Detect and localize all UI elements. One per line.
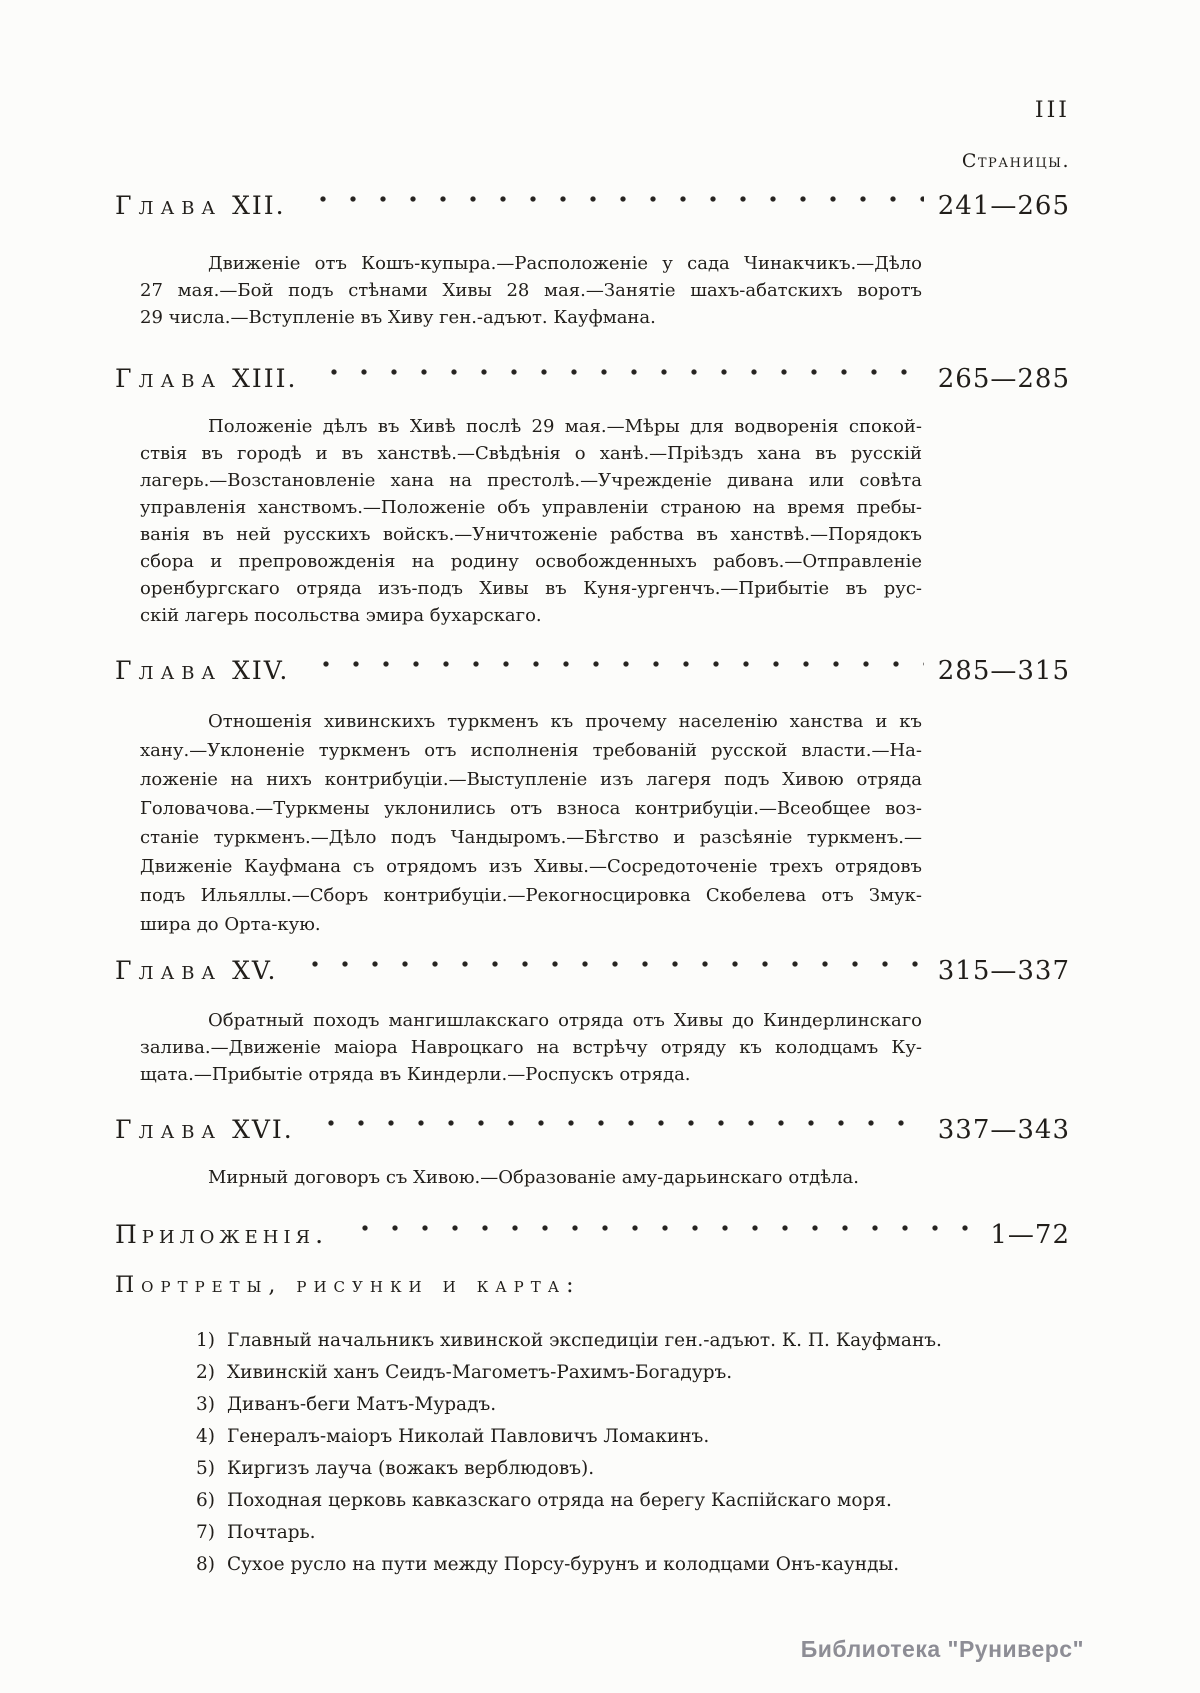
dot-leader (302, 184, 924, 214)
list-item-number: 7) (196, 1522, 215, 1543)
page-range: 315—337 (937, 956, 1070, 986)
page-range: 241—265 (937, 191, 1070, 221)
list-item-text: Генералъ-маіоръ Николай Павловичъ Ломакинъ. (227, 1426, 710, 1447)
list-item-text: Главный начальникъ хивинской экспедиціи ген.-адъют. К. П. Кауфманъ. (227, 1330, 942, 1351)
list-item-text: Диванъ-беги Матъ-Мурадъ. (227, 1394, 497, 1415)
list-item-number: 5) (196, 1458, 215, 1479)
page-range: 265—285 (937, 364, 1070, 394)
appendices-label: Приложенія. (115, 1220, 329, 1249)
page-number: III (1034, 98, 1070, 123)
list-item-text: Хивинскій ханъ Сеидъ-Магометъ-Рахимъ-Богадуръ. (227, 1362, 733, 1383)
toc-description-line: щата.—Прибытіе отряда въ Киндерли.—Роспускъ отряда. (140, 1064, 691, 1085)
illustrations-heading: Портреты, рисунки и карта: (115, 1273, 581, 1298)
toc-entry-chapter-xiii (115, 357, 1070, 394)
toc-entry-chapter-xii (115, 184, 1070, 221)
page-range: 337—343 (937, 1115, 1070, 1145)
toc-description-line: Мирный договоръ съ Хивою.—Образованіе аму-дарьинскаго отдѣла. (208, 1167, 859, 1188)
chapter-xvi-summary (140, 1164, 922, 1191)
library-watermark: Библиотека "Руниверс" (800, 1636, 1084, 1662)
dot-leader (313, 357, 923, 387)
list-item (185, 1457, 1070, 1480)
toc-description-line: 29 числа.—Вступленіе въ Хиву ген.-адъют. Кауфмана. (140, 307, 656, 328)
toc-description-line: ванія въ ней русскихъ войскъ.—Уничтоженіе рабства въ ханствѣ.—Порядокъ (140, 524, 922, 545)
toc-description-line: Положеніе дѣлъ въ Хивѣ послѣ 29 мая.—Мѣры для водворенія спокой- (208, 416, 922, 437)
list-item (185, 1329, 1070, 1352)
toc-description-line: Движеніе Кауфмана съ отрядомъ изъ Хивы.—Сосредоточеніе трехъ отрядовъ (140, 856, 922, 877)
toc-description-line: шира до Орта-кую. (140, 914, 321, 935)
pages-column-header: Страницы. (961, 150, 1070, 172)
dot-leader (310, 1108, 924, 1138)
list-item-number: 8) (196, 1554, 215, 1575)
dot-leader (294, 949, 924, 979)
list-item-text: Походная церковь кавказскаго отряда на берегу Каспійскаго моря. (227, 1490, 892, 1511)
toc-description-line: хану.—Уклоненіе туркменъ отъ исполненія требованій русской власти.—На- (140, 740, 922, 761)
toc-description-line: Головачова.—Туркмены уклонились отъ взноса контрибуціи.—Всеобщее воз- (140, 798, 922, 819)
toc-description-line: сбора и препровожденія на родину освобожденныхъ рабовъ.—Отправленіе (140, 551, 922, 572)
chapter-xii-summary (140, 250, 922, 331)
toc-description-line: ствія въ городѣ и въ ханствѣ.—Свѣдѣнія о ханѣ.—Пріѣздъ хана въ русскій (140, 443, 922, 464)
chapter-word: Глава (115, 956, 223, 985)
list-item (185, 1521, 1070, 1544)
toc-description-line: Движеніе отъ Кошъ-купыра.—Расположеніе у сада Чинакчикъ.—Дѣло (208, 253, 922, 274)
list-item-number: 2) (196, 1362, 215, 1383)
toc-entry-chapter-xiv (115, 649, 1070, 686)
chapter-word: Глава (115, 1115, 223, 1144)
toc-description-line: станіе туркменъ.—Дѣло подъ Чандыромъ.—Бѣгство и разсѣяніе туркменъ.— (140, 827, 922, 848)
chapter-xv-summary (140, 1007, 922, 1088)
toc-entry-appendices (115, 1213, 1070, 1250)
chapter-word: Глава (115, 656, 223, 685)
list-item (185, 1361, 1070, 1384)
chapter-xiii-summary (140, 413, 922, 629)
toc-entry-chapter-xvi (115, 1108, 1070, 1145)
page-range: 285—315 (937, 656, 1070, 686)
chapter-word: Глава (115, 364, 223, 393)
list-item-text: Киргизъ лауча (вожакъ верблюдовъ). (227, 1458, 595, 1479)
toc-entry-chapter-xv (115, 949, 1070, 986)
dot-leader (305, 649, 923, 679)
list-item-text: Почтарь. (227, 1522, 316, 1543)
toc-description-line: скій лагерь посольства эмира бухарскаго. (140, 605, 542, 626)
toc-description-line: оренбургскаго отряда изъ-подъ Хивы въ Куня-ургенчъ.—Прибытіе въ рус- (140, 578, 922, 599)
chapter-numeral: XII. (232, 191, 286, 220)
list-item (185, 1553, 1070, 1576)
toc-description-line: Обратный походъ мангишлакскаго отряда отъ Хивы до Киндерлинскаго (208, 1010, 922, 1031)
list-item-number: 4) (196, 1426, 215, 1447)
list-item-text: Сухое русло на пути между Порсу-бурунъ и колодцами Онъ-каунды. (227, 1554, 900, 1575)
dot-leader (344, 1213, 976, 1243)
toc-description-line: управленія ханствомъ.—Положеніе объ управленіи страною на время пребы- (140, 497, 922, 518)
list-item-number: 3) (196, 1394, 215, 1415)
chapter-numeral: XIII. (232, 364, 298, 393)
chapter-numeral: XV. (232, 956, 278, 985)
toc-description-line: подъ Ильяллы.—Сборъ контрибуціи.—Рекогносцировка Скобелева отъ Змук- (140, 885, 922, 906)
illustrations-list (185, 1329, 1070, 1576)
chapter-word: Глава (115, 191, 223, 220)
toc-description-line: 27 мая.—Бой подъ стѣнами Хивы 28 мая.—Занятіе шахъ-абатскихъ воротъ (140, 280, 922, 301)
chapter-xiv-summary (140, 707, 922, 939)
chapter-numeral: XVI. (232, 1115, 294, 1144)
toc-description-line: ложеніе на нихъ контрибуціи.—Выступленіе изъ лагеря подъ Хивою отряда (140, 769, 922, 790)
toc-description-line: Отношенія хивинскихъ туркменъ къ прочему населенію ханства и къ (208, 711, 922, 732)
page-range: 1—72 (990, 1220, 1070, 1250)
list-item (185, 1489, 1070, 1512)
list-item-number: 6) (196, 1490, 215, 1511)
list-item (185, 1393, 1070, 1416)
toc-description-line: залива.—Движеніе маіора Навроцкаго на встрѣчу отряду къ колодцамъ Ку- (140, 1037, 922, 1058)
chapter-numeral: XIV. (232, 656, 290, 685)
list-item-number: 1) (196, 1330, 215, 1351)
toc-description-line: лагерь.—Возстановленіе хана на престолѣ.—Учрежденіе дивана или совѣта (140, 470, 922, 491)
list-item (185, 1425, 1070, 1448)
